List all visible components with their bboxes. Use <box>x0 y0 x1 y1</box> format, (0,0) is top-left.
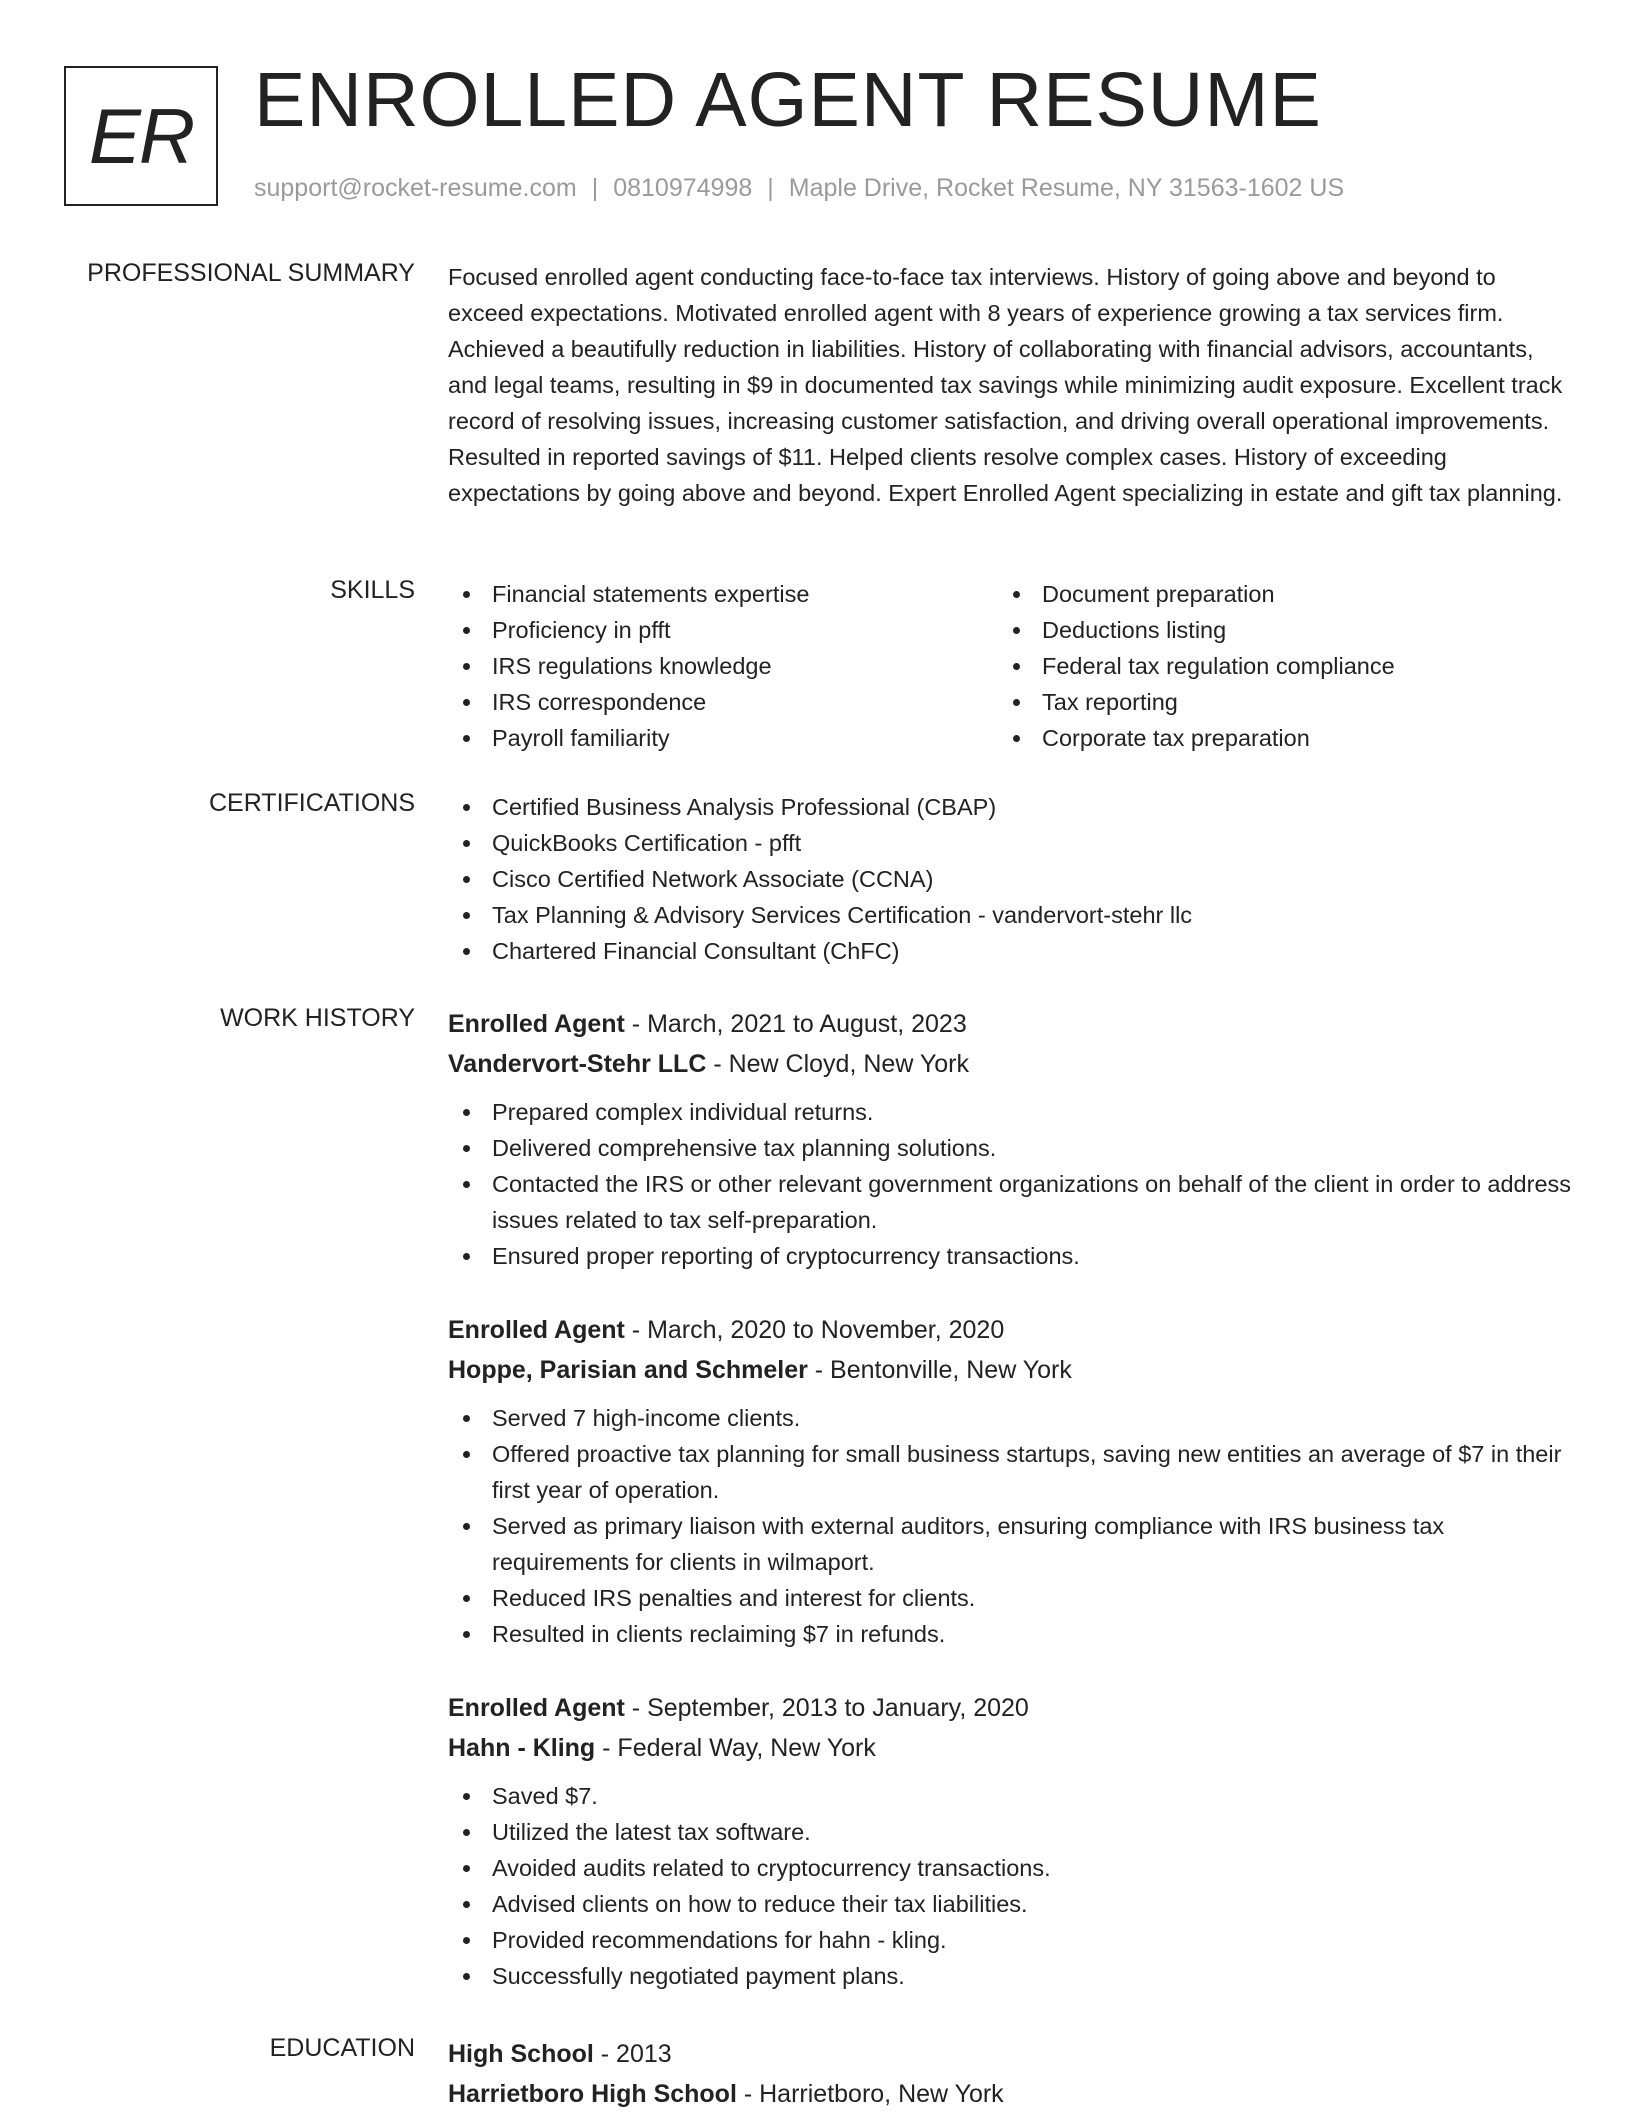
summary-text: Focused enrolled agent conducting face-to-face tax interviews. History of going above and beyond to exceed expectations. Motivated enrolled agent with 8 years of experience growing a tax services firm. Achieved a beautifully reduction in liabilities. History of collaborating with financial advisors, accountants, and legal teams, resulting in $9 in documented tax savings while minimizing audit exposure. Excellent track record of resolving issues, increasing customer satisfaction, and driving overall operational improvements. Resulted in reported savings of $11. Helped clients resolve complex cases. History of exceeding expectations by going above and beyond. Expert Enrolled Agent specializing in estate and gift tax planning. <box>448 264 1563 506</box>
skill-item: Tax reporting <box>998 684 1548 720</box>
job-bullets <box>448 1778 1573 1994</box>
education-body <box>448 2034 1573 2114</box>
job-title-line <box>448 1688 1573 1728</box>
job-bullet: Served 7 high-income clients. <box>448 1400 1573 1436</box>
education-location: - Harrietboro, New York <box>736 2080 1004 2108</box>
contact-email: support@rocket-resume.com <box>254 174 577 202</box>
job-bullet: Utilized the latest tax software. <box>448 1814 1573 1850</box>
job-bullet: Avoided audits related to cryptocurrency transactions. <box>448 1850 1573 1886</box>
resume-title: ENROLLED AGENT RESUME <box>254 57 1322 143</box>
job-bullet: Reduced IRS penalties and interest for clients. <box>448 1580 1573 1616</box>
job-location: - New Cloyd, New York <box>706 1050 969 1078</box>
job-bullet: Successfully negotiated payment plans. <box>448 1958 1573 1994</box>
work-history-body <box>448 1004 1573 2030</box>
education-year: - 2013 <box>593 2040 672 2068</box>
summary-heading: PROFESSIONAL SUMMARY <box>87 259 415 287</box>
skill-item: Deductions listing <box>998 612 1548 648</box>
contact-phone: 0810974998 <box>613 174 753 202</box>
job-bullets <box>448 1400 1573 1652</box>
education-degree-line <box>448 2034 1573 2074</box>
education-degree: High School <box>448 2040 594 2068</box>
job-dates: - March, 2020 to November, 2020 <box>624 1316 1005 1344</box>
job-bullet: Contacted the IRS or other relevant government organizations on behalf of the client in order to address issues related to tax self-preparation. <box>448 1166 1573 1238</box>
job-bullet: Offered proactive tax planning for small business startups, saving new entities an average of $7 in their first year of operation. <box>448 1436 1573 1508</box>
job-entry <box>448 1688 1573 1994</box>
job-title-line <box>448 1004 1573 1044</box>
skills-right-list <box>998 576 1548 756</box>
education-heading: EDUCATION <box>269 2034 415 2062</box>
certification-item: Cisco Certified Network Associate (CCNA) <box>448 861 1573 897</box>
certification-item: Certified Business Analysis Professional (CBAP) <box>448 789 1573 825</box>
job-bullet: Saved $7. <box>448 1778 1573 1814</box>
job-bullets <box>448 1094 1573 1274</box>
certifications-list <box>448 789 1573 969</box>
contact-line <box>254 174 1344 203</box>
education-school-line <box>448 2074 1573 2114</box>
job-company-line <box>448 1350 1573 1390</box>
job-bullet: Resulted in clients reclaiming $7 in refunds. <box>448 1616 1573 1652</box>
job-entry <box>448 1310 1573 1652</box>
contact-separator: | <box>591 174 599 202</box>
certifications-body <box>448 789 1573 969</box>
work-history-heading: WORK HISTORY <box>220 1004 415 1032</box>
skills-body <box>448 576 1573 756</box>
job-bullet: Ensured proper reporting of cryptocurrency transactions. <box>448 1238 1573 1274</box>
skill-item: Payroll familiarity <box>448 720 998 756</box>
job-bullet: Provided recommendations for hahn - kling. <box>448 1922 1573 1958</box>
skills-left-list <box>448 576 998 756</box>
certification-item: QuickBooks Certification - pfft <box>448 825 1573 861</box>
contact-address: Maple Drive, Rocket Resume, NY 31563-1602 US <box>788 174 1345 202</box>
skill-item: Federal tax regulation compliance <box>998 648 1548 684</box>
job-dates: - September, 2013 to January, 2020 <box>624 1694 1029 1722</box>
skill-item: IRS regulations knowledge <box>448 648 998 684</box>
skill-item: Document preparation <box>998 576 1548 612</box>
job-title: Enrolled Agent <box>448 1694 625 1722</box>
job-company: Hahn - Kling <box>448 1734 596 1762</box>
job-dates: - March, 2021 to August, 2023 <box>624 1010 967 1038</box>
certification-item: Chartered Financial Consultant (ChFC) <box>448 933 1573 969</box>
job-bullet: Prepared complex individual returns. <box>448 1094 1573 1130</box>
skill-item: IRS correspondence <box>448 684 998 720</box>
skill-item: Financial statements expertise <box>448 576 998 612</box>
contact-separator: | <box>767 174 774 202</box>
job-bullet: Delivered comprehensive tax planning solutions. <box>448 1130 1573 1166</box>
job-title: Enrolled Agent <box>448 1010 625 1038</box>
monogram-initials: ER <box>88 91 194 180</box>
job-title-line <box>448 1310 1573 1350</box>
job-location: - Bentonville, New York <box>807 1356 1072 1384</box>
job-title: Enrolled Agent <box>448 1316 625 1344</box>
monogram-box <box>64 66 218 206</box>
job-bullet: Served as primary liaison with external auditors, ensuring compliance with IRS business tax requirements for clients in wilmaport. <box>448 1508 1573 1580</box>
education-school: Harrietboro High School <box>448 2080 737 2108</box>
skill-item: Proficiency in pfft <box>448 612 998 648</box>
job-entry <box>448 1004 1573 1274</box>
summary-body <box>448 259 1573 511</box>
skills-heading: SKILLS <box>330 576 415 604</box>
job-company: Hoppe, Parisian and Schmeler <box>448 1356 808 1384</box>
skill-item: Corporate tax preparation <box>998 720 1548 756</box>
job-location: - Federal Way, New York <box>595 1734 876 1762</box>
certification-item: Tax Planning & Advisory Services Certification - vandervort-stehr llc <box>448 897 1573 933</box>
job-company: Vandervort-Stehr LLC <box>448 1050 707 1078</box>
job-bullet: Advised clients on how to reduce their tax liabilities. <box>448 1886 1573 1922</box>
job-company-line <box>448 1728 1573 1768</box>
job-company-line <box>448 1044 1573 1084</box>
certifications-heading: CERTIFICATIONS <box>208 789 415 817</box>
